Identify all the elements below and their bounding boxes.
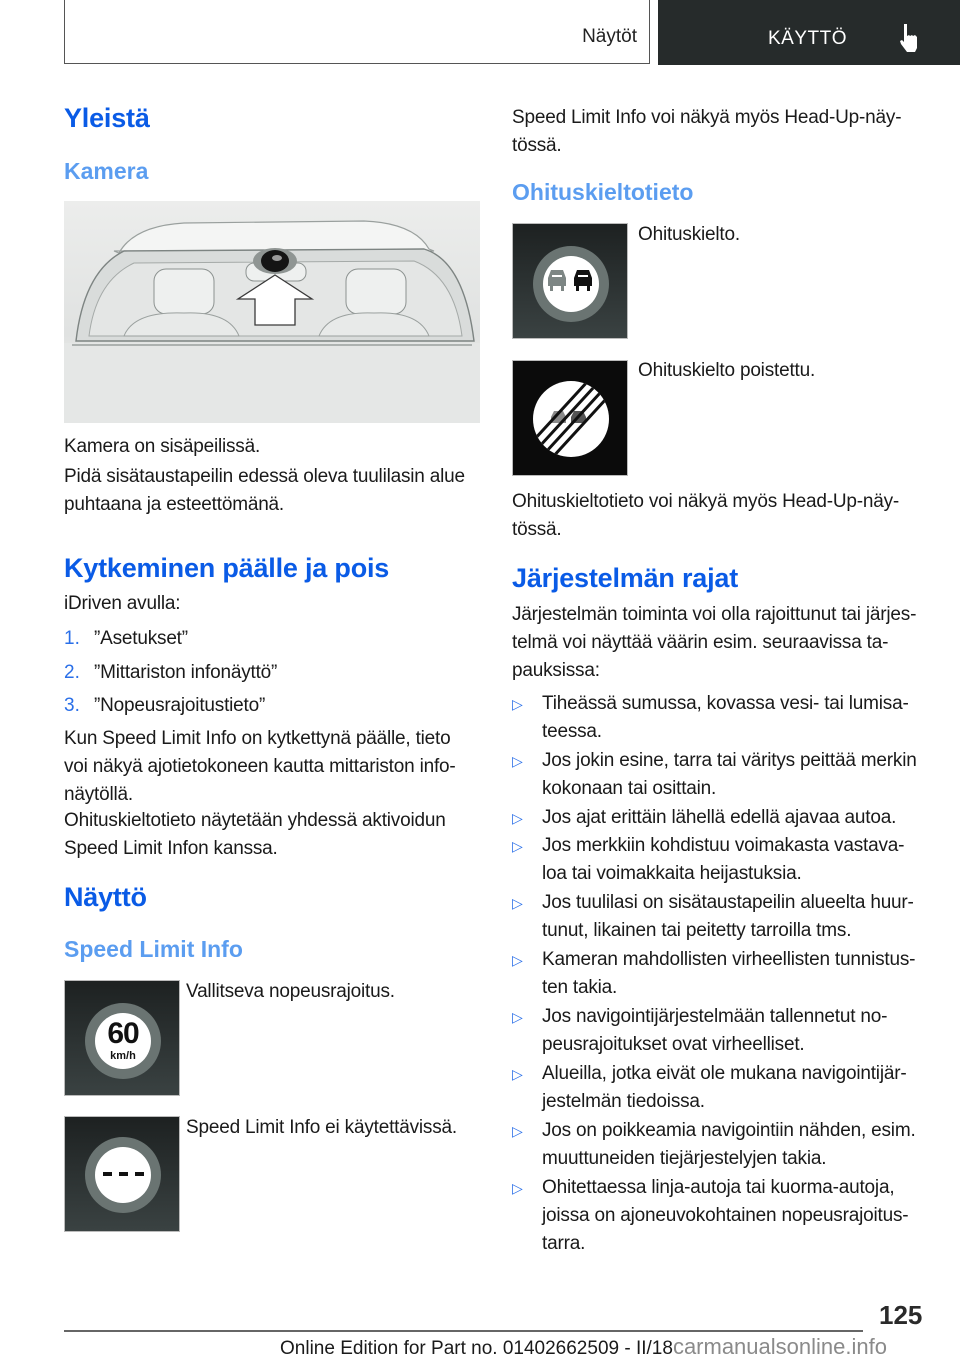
triangle-bullet-icon: ▷ [512,696,523,712]
idrive-intro: iDriven avulla: [64,593,181,614]
page-number: 125 [879,1300,923,1330]
step-text-2: ”Mittariston infonäyttö” [94,662,278,683]
no-overtaking-caption: Ohituskielto. [638,224,740,245]
heading-jarjestelman-rajat: Järjestelmän rajat [512,563,739,593]
heading-kytkeminen: Kytkeminen päälle ja pois [64,553,390,583]
triangle-bullet-icon: ▷ [512,753,523,769]
heading-ohituskieltotieto: Ohituskieltotieto [512,179,694,205]
step-number-1: 1. [64,628,80,649]
limit-bullet: ▷ Jos navigointijärjestelmään tallennetut no- peusrajoitukset ovat virheelliset. [542,1003,887,1059]
triangle-bullet-icon: ▷ [512,895,523,911]
no-overtaking-icon [513,224,629,340]
step-number-2: 2. [64,662,80,683]
end-no-overtaking-icon [513,361,629,477]
ohi-hud-text-2: tössä. [512,519,562,540]
limit-bullet: ▷ Ohitettaessa linja-autoja tai kuorma-autoja, joissa on ajoneuvokohtainen nopeusrajoitus- tarra. [542,1174,908,1258]
ohi-hud-text-1: Ohituskieltotieto voi näkyä myös Head-Up-näy- [512,491,900,512]
ohi-text-1: Ohituskieltotieto näytetään yhdessä aktivoidun [64,810,446,831]
hud-text-1: Speed Limit Info voi näkyä myös Head-Up-näy- [512,107,902,128]
triangle-bullet-icon: ▷ [512,1066,523,1082]
footer-edition [280,1334,887,1360]
chapter-label: KÄYTTÖ [768,28,848,49]
kamera-text-1: Kamera on sisäpeilissä. [64,436,261,457]
limit-bullet: ▷ Jos on poikkeamia navigointiin nähden, esim. muuttuneiden tiejärjestelyjen takia. [542,1117,916,1173]
kamera-text-2b: puhtaana ja esteettömänä. [64,494,285,515]
limit-bullet: ▷ Tiheässä sumussa, kovassa vesi- tai lumisa- teessa. [542,690,909,746]
limit-bullet: ▷ Jos jokin esine, tarra tai väritys peittää merkin kokonaan tai osittain. [542,747,917,803]
triangle-bullet-icon: ▷ [512,952,523,968]
end-no-overtaking-caption: Ohituskielto poistettu. [638,360,816,381]
step-number-3: 3. [64,695,80,716]
rajat-text-1: Järjestelmän toiminta voi olla rajoittunut tai järjes- [512,604,917,625]
limit-bullet: ▷ Jos tuulilasi on sisätaustapeilin alueelta huur- tunut, likainen tai peitetty tarroilla tms. [542,889,914,945]
kamera-text-2a: Pidä sisätaustapeilin edessä oleva tuulilasin alue [64,466,465,487]
step-text-1: ”Asetukset” [94,628,188,649]
speed-value: 60 [107,1017,139,1050]
limit-bullet: ▷ Alueilla, jotka eivät ole mukana navigointijär- jestelmän tiedoissa. [542,1060,906,1116]
edition-text: Online Edition for Part no. 01402662509 - II/18 [280,1338,673,1359]
triangle-bullet-icon: ▷ [512,1123,523,1139]
triangle-bullet-icon: ▷ [512,1009,523,1025]
ohi-text-2: Speed Limit Infon kanssa. [64,838,278,859]
rajat-text-2: telmä voi näyttää väärin esim. seuraavissa ta- [512,632,889,653]
camera-illustration [64,201,480,423]
limit-bullet: ▷ Kameran mahdollisten virheellisten tunnistus- ten takia. [542,946,915,1002]
rajat-text-3: pauksissa: [512,660,600,681]
speed-limit-unavailable-icon [65,1117,181,1233]
chapter-tab [658,0,960,65]
sign-unavailable-caption: Speed Limit Info ei käytettävissä. [186,1117,457,1138]
brand-watermark[interactable]: carmanualsonline.info [672,1334,887,1359]
heading-yleista: Yleistä [64,103,150,133]
triangle-bullet-icon: ▷ [512,838,523,854]
sign-60-caption: Vallitseva nopeusrajoitus. [186,981,395,1002]
kun-text-1: Kun Speed Limit Info on kytkettynä päälle, tieto [64,728,451,749]
section-label: Näytöt [582,26,637,47]
footer-divider [64,1330,863,1332]
speed-unit: km/h [110,1050,136,1062]
limit-bullet: ▷ Jos ajat erittäin lähellä edellä ajavaa autoa. [542,804,896,832]
step-text-3: ”Nopeusrajoitustieto” [94,695,266,716]
heading-speed-limit-info: Speed Limit Info [64,936,243,962]
car-interior-illustration [64,201,480,423]
no-overtaking-sign [512,223,628,339]
heading-naytto: Näyttö [64,882,147,912]
triangle-bullet-icon: ▷ [512,810,523,826]
pointing-hand-icon [896,22,924,54]
kun-text-2: voi näkyä ajotietokoneen kautta mittariston info- [64,756,456,777]
speed-limit-unavailable-sign [64,1116,180,1232]
speed-limit-60-sign [64,980,180,1096]
limit-bullet: ▷ Jos merkkiin kohdistuu voimakasta vastava- loa tai voimakkaita heijastuksia. [542,832,904,888]
triangle-bullet-icon: ▷ [512,1180,523,1196]
heading-kamera: Kamera [64,158,149,184]
section-tab [64,0,650,64]
end-no-overtaking-sign [512,360,628,476]
hud-text-2: tössä. [512,135,562,156]
kun-text-3: näytöllä. [64,784,133,805]
